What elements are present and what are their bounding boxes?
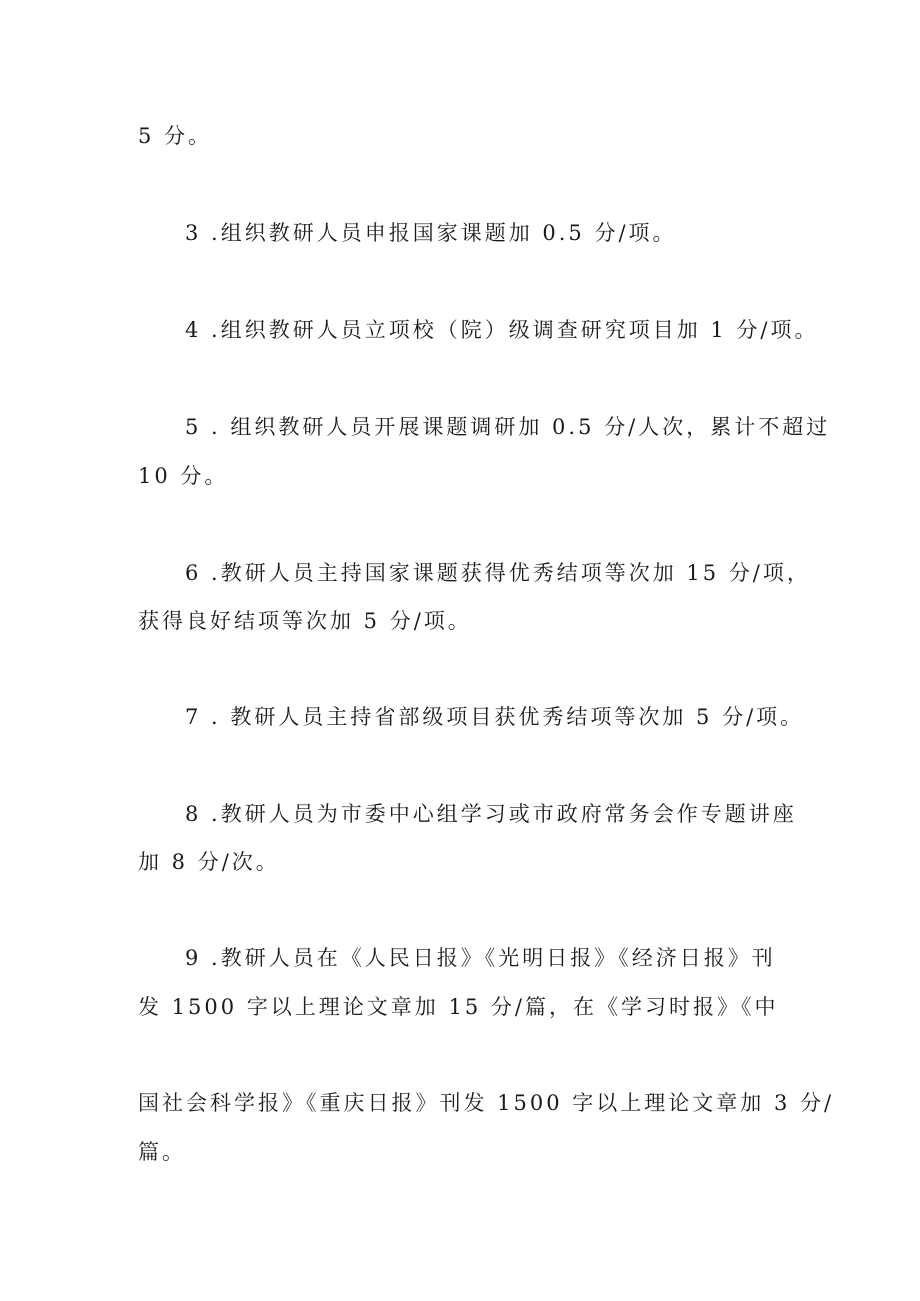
item-9-line-2: 发 1500 字以上理论文章加 15 分/篇，在《学习时报》《中: [138, 995, 779, 1019]
item-8-line-1: 8 .教研人员为市委中心组学习或市政府常务会作专题讲座: [185, 802, 797, 826]
item-9-line-1: 9 .教研人员在《人民日报》《光明日报》《经济日报》刊: [185, 946, 776, 970]
item-9-line-3: 国社会科学报》《重庆日报》刊发 1500 字以上理论文章加 3 分/: [138, 1091, 835, 1115]
item-5-line-2: 10 分。: [138, 464, 229, 488]
item-9-line-4: 篇。: [138, 1140, 186, 1164]
text-line-continuation: 5 分。: [138, 124, 213, 148]
item-6-line-2: 获得良好结项等次加 5 分/项。: [138, 609, 472, 633]
item-3-line-1: 3 .组织教研人员申报国家课题加 0.5 分/项。: [185, 221, 677, 245]
item-7-line-1: 7 . 教研人员主持省部级项目获优秀结项等次加 5 分/项。: [185, 705, 805, 729]
item-6-line-1: 6 .教研人员主持国家课题获得优秀结项等次加 15 分/项，: [185, 561, 811, 585]
item-4-line-1: 4 .组织教研人员立项校（院）级调查研究项目加 1 分/项。: [185, 318, 819, 342]
item-5-line-1: 5 . 组织教研人员开展课题调研加 0.5 分/人次，累计不超过: [185, 415, 831, 439]
item-8-line-2: 加 8 分/次。: [138, 850, 280, 874]
